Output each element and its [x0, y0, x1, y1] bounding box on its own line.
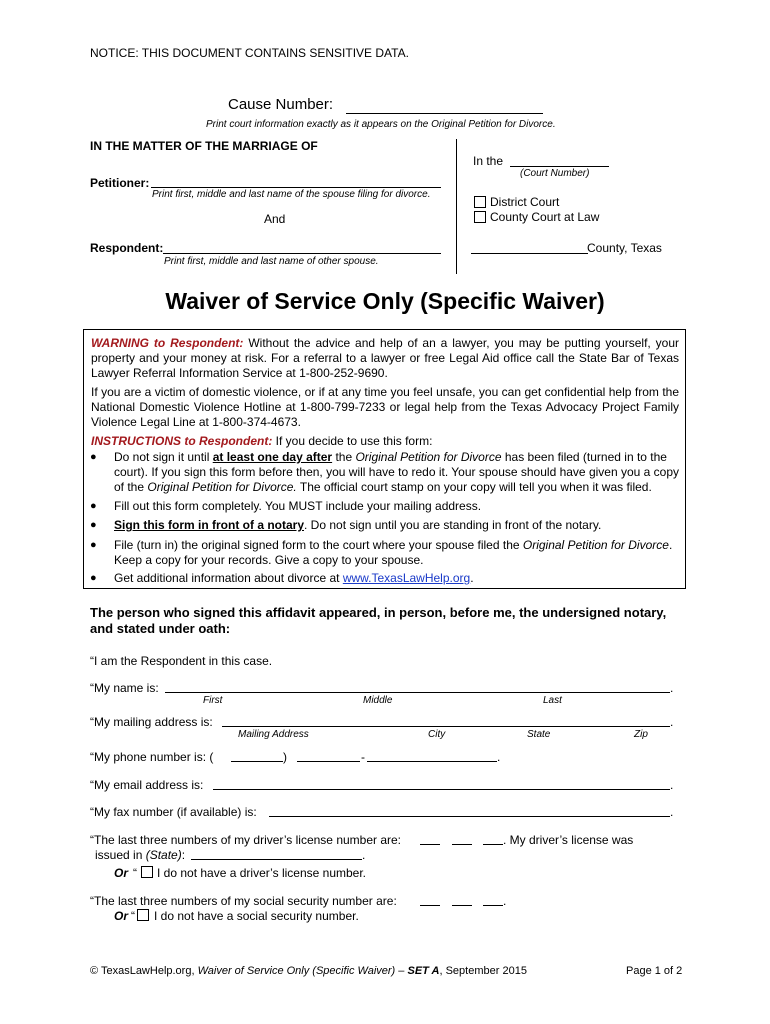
name-label: “My name is:	[90, 681, 159, 695]
district-court-checkbox[interactable]	[474, 196, 486, 208]
warning-label: WARNING to Respondent:	[91, 336, 244, 350]
name-first-hint: First	[203, 695, 223, 706]
b3-rest: . Do not sign until you are standing in front of the notary.	[304, 518, 602, 532]
b1-mid: the	[332, 450, 356, 464]
fax-period: .	[670, 805, 674, 819]
page-number: Page 1 of 2	[626, 965, 683, 977]
county-field[interactable]	[471, 253, 588, 254]
dl-license-was: . My driver’s license was	[503, 833, 634, 847]
respondent-hint: Print first, middle and last name of other spouse.	[164, 256, 379, 267]
phone-label: “My phone number is: (	[90, 750, 214, 764]
mailing-label: “My mailing address is:	[90, 715, 213, 729]
name-field[interactable]	[165, 692, 670, 693]
mailing-city-hint: City	[428, 729, 446, 740]
texaslawhelp-link[interactable]: www.TexasLawHelp.org	[342, 571, 471, 585]
cause-instruction: Print court information exactly as it appears on the Original Petition for Divorce.	[206, 119, 556, 130]
instructions-label: INSTRUCTIONS to Respondent:	[91, 434, 273, 448]
dl-state-period: .	[362, 848, 366, 862]
dl-state-field[interactable]	[191, 859, 362, 860]
b1-end: The official court stamp on your copy will tell you when it was filed.	[296, 480, 652, 494]
bullet-dot: ●	[90, 451, 97, 463]
b1-pre: Do not sign it until	[114, 450, 213, 464]
phone-period: .	[497, 750, 501, 764]
dl-quote: “	[133, 866, 137, 880]
instructions-intro: If you decide to use this form:	[275, 434, 433, 448]
no-ssn-checkbox[interactable]	[137, 909, 149, 921]
county-texas-label: County, Texas	[587, 241, 662, 255]
bullet-notary	[114, 518, 681, 533]
b4-pre: File (turn in) the original signed form to the court where your spouse filed the	[114, 538, 523, 552]
petitioner-name-field[interactable]	[151, 187, 441, 188]
footer-date: , September 2015	[439, 965, 527, 977]
footer-form-name: Waiver of Service Only (Specific Waiver)	[197, 965, 396, 977]
cause-number-label: Cause Number:	[228, 96, 334, 113]
respondent-name-field[interactable]	[163, 253, 441, 254]
no-dl-checkbox[interactable]	[141, 866, 153, 878]
and-label: And	[264, 212, 286, 226]
respondent-statement: “I am the Respondent in this case.	[90, 654, 273, 668]
phone-paren: )	[283, 750, 287, 764]
name-middle-hint: Middle	[363, 695, 393, 706]
dl-or-label: Or	[114, 866, 129, 880]
bullet-info	[114, 571, 681, 586]
warning-text: Without the advice and help of an a lawyer, you may be putting yourself, your property and your money at risk. For a referral to a lawyer or free Legal Aid office call the State Bar of Texas Lawyer Referral Information Service at 1-800-252-9690.	[91, 336, 679, 380]
name-period: .	[670, 681, 674, 695]
sensitive-notice: NOTICE: THIS DOCUMENT CONTAINS SENSITIVE DATA.	[90, 46, 409, 60]
ssn-label: “The last three numbers of my social security number are:	[90, 894, 397, 908]
ssn-digit-3[interactable]	[483, 905, 503, 906]
b3-bold: Sign this form in front of a notary	[114, 518, 304, 532]
bullet-file	[114, 538, 681, 568]
mailing-address-hint: Mailing Address	[238, 729, 309, 740]
affidavit-heading: The person who signed this affidavit appeared, in person, before me, the undersigned notary, and stated under oath:	[90, 605, 667, 636]
dl-issued-label: issued in (State):	[95, 848, 186, 862]
no-ssn-label: I do not have a social security number.	[154, 909, 359, 923]
dl-issued-text: issued in	[95, 848, 143, 862]
bullet-fill-out: Fill out this form completely. You MUST include your mailing address.	[114, 499, 482, 513]
dl-digit-3[interactable]	[483, 844, 503, 845]
fax-field[interactable]	[269, 816, 670, 817]
b4-italic: Original Petition for Divorce	[522, 538, 669, 552]
petitioner-label: Petitioner:	[90, 176, 150, 190]
in-the-label: In the	[473, 154, 504, 168]
ssn-digit-1[interactable]	[420, 905, 440, 906]
court-number-hint: (Court Number)	[520, 168, 590, 179]
bullet-dot: ●	[90, 539, 97, 551]
b1-post: has been filed (turned in to the court). If you sign this form before then, you will have to redo it. Your spouse should have given you a copy of the	[114, 450, 679, 494]
dl-digit-2[interactable]	[452, 844, 472, 845]
mailing-state-hint: State	[527, 729, 551, 740]
instructions-paragraph	[91, 434, 679, 449]
dl-digit-1[interactable]	[420, 844, 440, 845]
phone-dash: -	[361, 750, 365, 764]
b5-post: .	[470, 571, 474, 585]
county-court-checkbox[interactable]	[474, 211, 486, 223]
dl-label: “The last three numbers of my driver’s license number are:	[90, 833, 402, 847]
phone-prefix-field[interactable]	[297, 761, 360, 762]
ssn-period: .	[503, 894, 507, 908]
footer-dash: –	[398, 965, 405, 977]
county-court-label: County Court at Law	[490, 210, 600, 224]
footer-copyright: © TexasLawHelp.org,	[90, 965, 195, 977]
bullet-dot: ●	[90, 500, 97, 512]
district-court-label: District Court	[490, 195, 560, 209]
page-title: Waiver of Service Only (Specific Waiver)	[165, 288, 605, 314]
no-dl-label: I do not have a driver’s license number.	[157, 866, 367, 880]
b1-italic: Original Petition for Divorce	[355, 450, 502, 464]
b1-italic-2: Original Petition for Divorce.	[147, 480, 297, 494]
mailing-field[interactable]	[222, 726, 670, 727]
bullet-dot: ●	[90, 519, 97, 531]
b1-bold: at least one day after	[212, 450, 333, 464]
petitioner-hint: Print first, middle and last name of the spouse filing for divorce.	[152, 189, 431, 200]
mailing-zip-hint: Zip	[634, 729, 648, 740]
footer-set: SET A	[407, 965, 440, 977]
email-period: .	[670, 778, 674, 792]
matter-heading: IN THE MATTER OF THE MARRIAGE OF	[90, 139, 318, 153]
phone-area-field[interactable]	[231, 761, 283, 762]
warning-paragraph	[91, 336, 679, 381]
respondent-label: Respondent:	[90, 241, 164, 255]
bullet-dot: ●	[90, 572, 97, 584]
dl-state-hint: (State)	[145, 848, 182, 862]
fax-label: “My fax number (if available) is:	[90, 805, 257, 819]
b5-pre: Get additional information about divorce at	[114, 571, 343, 585]
ssn-quote: “	[131, 909, 135, 923]
section-divider	[456, 139, 457, 274]
bullet-sign-timing	[114, 450, 681, 495]
phone-line-field[interactable]	[367, 761, 497, 762]
email-label: “My email address is:	[90, 778, 204, 792]
ssn-digit-2[interactable]	[452, 905, 472, 906]
violence-paragraph: If you are a victim of domestic violence, or if at any time you feel unsafe, you can get confidential help from the National Domestic Violence Hotline at 1-800-799-7233 or legal help from the Texas Advocacy Project Family Violence Legal Line at 1-800-374-4673.	[91, 385, 679, 429]
email-field[interactable]	[213, 789, 670, 790]
ssn-or-label: Or	[114, 909, 129, 923]
footer-left	[90, 965, 527, 977]
court-number-field[interactable]	[510, 166, 609, 167]
mailing-period: .	[670, 715, 674, 729]
cause-number-field[interactable]	[346, 113, 543, 114]
name-last-hint: Last	[543, 695, 562, 706]
b4-post: . Keep a copy for your records. Give a copy to your spouse.	[114, 538, 673, 567]
